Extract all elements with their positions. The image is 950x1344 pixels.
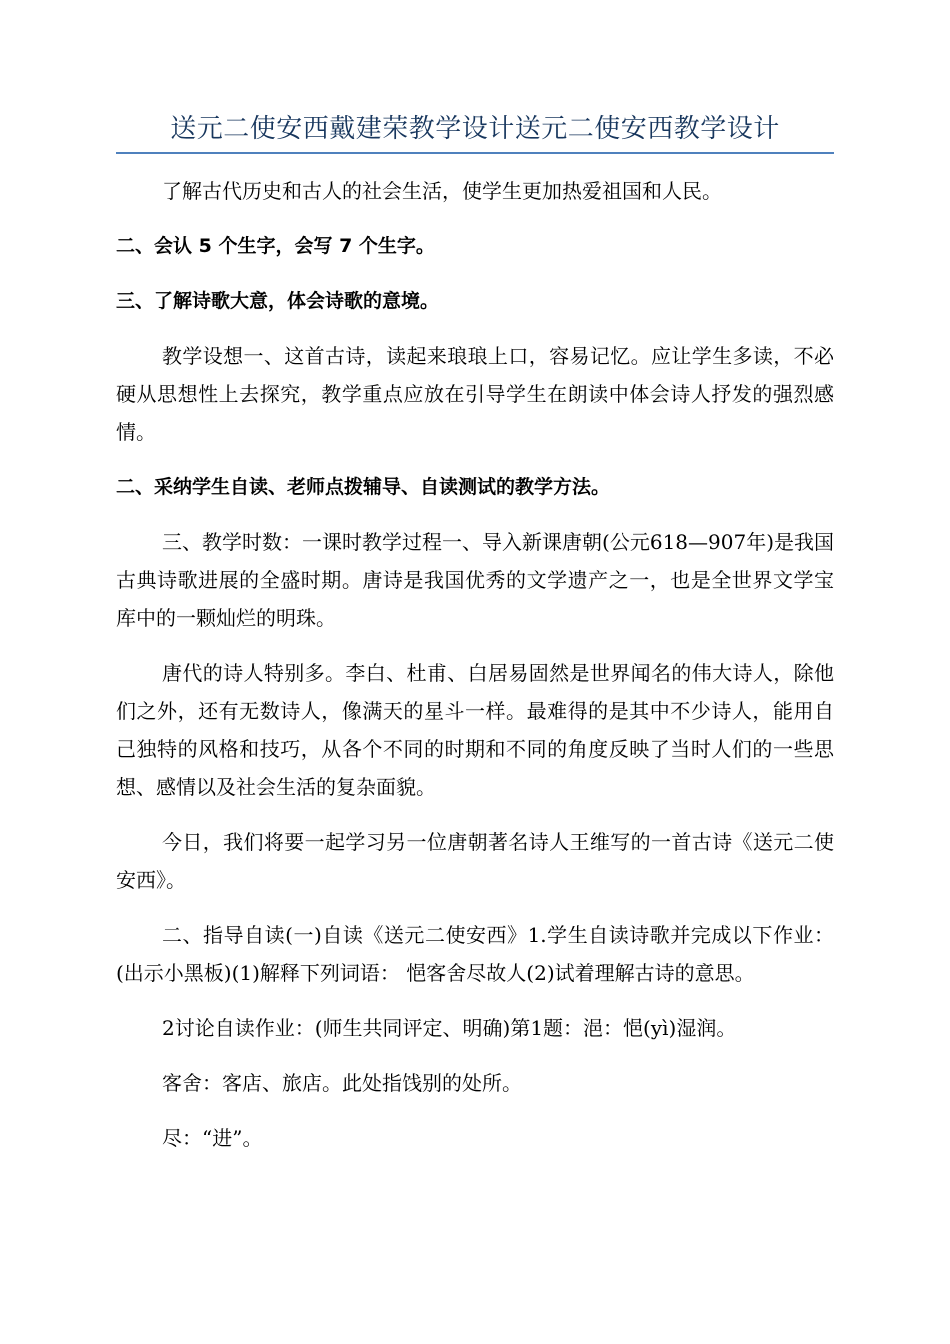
paragraph-discussion: 2讨论自读作业：(师生共同评定、明确)第1题：浥：悒(yì)湿润。	[162, 1016, 737, 1040]
paragraph-today: 今日，我们将要一起学习另一位唐朝著名诗人王维写的一首古诗《送元二使安西》。	[116, 830, 834, 892]
paragraph-jin: 尽：“进”。	[162, 1126, 263, 1150]
document-body	[116, 172, 834, 1174]
paragraph-teaching-hours: 三、教学时数：一课时教学过程一、导入新课唐朝(公元618—907年)是我国古典诗歌进展的全盛时期。唐诗是我国优秀的文学遗产之一，也是全世界文学宝库中的一颗灿烂的明珠。	[116, 530, 834, 630]
title-block	[116, 112, 834, 154]
document-title: 送元二使安西戴建荣教学设计送元二使安西教学设计	[170, 114, 780, 144]
paragraph-self-reading: 二、指导自读(一)自读《送元二使安西》1.学生自读诗歌并完成以下作业：(出示小黑板)(1)解释下列词语： 悒客舍尽故人(2)试着理解古诗的意思。	[116, 923, 834, 985]
heading-teaching-method: 二、采纳学生自读、老师点拨辅导、自读测试的教学方法。	[116, 476, 611, 498]
paragraph-objective: 了解古代历史和古人的社会生活，使学生更加热爱祖国和人民。	[162, 179, 722, 203]
paragraph-teaching-idea: 教学设想一、这首古诗，读起来琅琅上口，容易记忆。应让学生多读，不必硬从思想性上去探究，教学重点应放在引导学生在朗读中体会诗人抒发的强烈感情。	[116, 344, 834, 444]
paragraph-inn: 客舍：客店、旅店。此处指饯别的处所。	[162, 1071, 522, 1095]
paragraph-tang-poets: 唐代的诗人特别多。李白、杜甫、白居易固然是世界闻名的伟大诗人，除他们之外，还有无数诗人，像满天的星斗一样。最难得的是其中不少诗人，能用自己独特的风格和技巧，从各个不同的时期和不同的角度反映了当时人们的一些思想、感情以及社会生活的复杂面貌。	[116, 661, 834, 799]
heading-poem-meaning: 三、了解诗歌大意，体会诗歌的意境。	[116, 290, 440, 312]
heading-characters: 二、会认 5 个生字，会写 7 个生字。	[116, 235, 435, 257]
